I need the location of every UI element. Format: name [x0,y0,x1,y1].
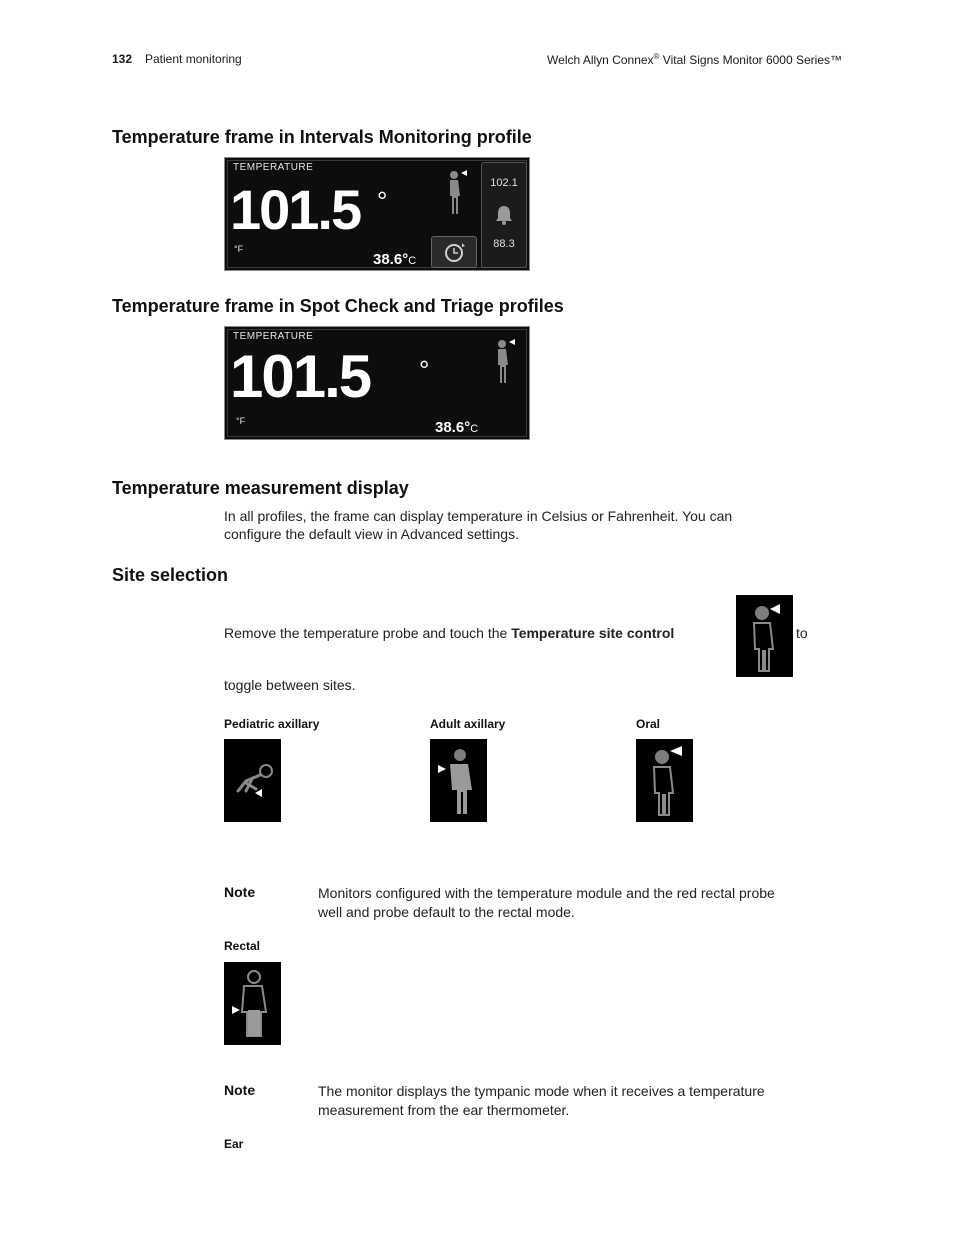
alarm-high-limit: 102.1 [490,177,518,189]
site-instruction-line2: toggle between sites. [224,677,356,693]
temperature-frame-spot-check [224,326,530,440]
celsius-value: 38.6°C [373,251,417,268]
note2-line2: measurement from the ear thermometer. [318,1102,570,1118]
caption-pediatric-axillary: Pediatric axillary [224,717,320,731]
temperature-frame-intervals [224,157,530,271]
temperature-site-control-icon [736,595,793,677]
section-name: Patient monitoring [145,52,242,66]
caption-rectal: Rectal [224,939,261,953]
caption-oral: Oral [636,717,661,731]
rectal-icon [224,962,281,1045]
alarm-limits-panel[interactable] [481,162,527,268]
temperature-value: 101.5 [230,343,371,410]
display-paragraph-line1: In all profiles, the frame can display temperature in Celsius or Fahrenheit. You can [224,508,733,524]
heading-measurement-display: Temperature measurement display [112,478,409,498]
celsius-value: 38.6°C [435,419,479,436]
degree-symbol: ° [377,186,388,216]
heading-spot-check: Temperature frame in Spot Check and Triage profiles [112,296,564,316]
bell-icon [492,203,516,227]
heading-site-selection: Site selection [112,565,229,585]
temperature-value: 101.5 [230,178,361,241]
frame-label: TEMPERATURE [233,331,314,342]
caption-ear: Ear [224,1137,244,1151]
site-instruction-to: to [796,625,808,641]
interval-timer-button[interactable] [431,236,477,268]
oral-icon [636,739,693,822]
caption-adult-axillary: Adult axillary [430,717,506,731]
note1-line1: Monitors configured with the temperature module and the red rectal probe [318,885,775,901]
fahrenheit-unit: °F [236,416,246,426]
degree-symbol: ° [419,355,430,385]
note-label: Note [224,884,256,900]
heading-intervals: Temperature frame in Intervals Monitoring profile [112,127,532,147]
fahrenheit-unit: °F [234,244,244,254]
site-instruction-line1: Remove the temperature probe and touch the Temperature site control [224,625,675,641]
document-title: Welch Allyn Connex® Vital Signs Monitor 6000 Series™ [547,52,842,67]
note1-line2: well and probe default to the rectal mode. [318,904,575,920]
alarm-low-limit: 88.3 [493,238,515,250]
oral-site-icon[interactable] [491,337,517,385]
pediatric-axillary-icon [224,739,281,822]
frame-label: TEMPERATURE [233,162,314,173]
display-paragraph-line2: configure the default view in Advanced settings. [224,526,519,542]
page-number: 132 [112,52,133,66]
oral-site-icon[interactable] [443,168,469,216]
note2-line1: The monitor displays the tympanic mode when it receives a temperature [318,1083,765,1099]
note-label: Note [224,1082,256,1098]
clock-icon [432,237,476,267]
adult-axillary-icon [430,739,487,822]
